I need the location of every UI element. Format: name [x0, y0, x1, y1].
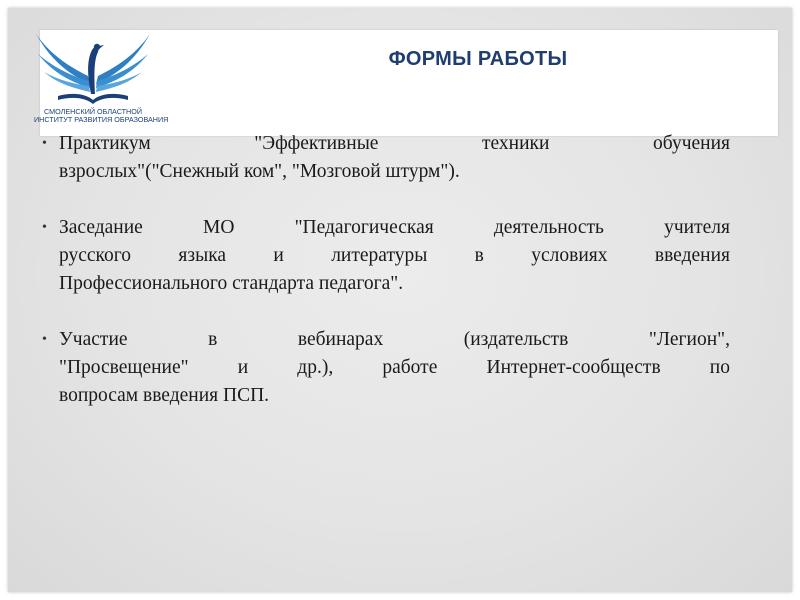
- list-item: [42, 214, 730, 298]
- bullet-list: [42, 130, 730, 438]
- bullet-icon: •: [42, 332, 47, 347]
- logo-text-line2: ИНСТИТУТ РАЗВИТИЯ ОБРАЗОВАНИЯ: [34, 115, 169, 124]
- item-text-line: Практикум "Эффективные техники обучения: [59, 133, 730, 154]
- item-text-line: "Просвещение" и др.), работе Интернет-сообществ по: [59, 357, 730, 378]
- slide-title: ФОРМЫ РАБОТЫ: [388, 48, 568, 70]
- institute-logo: [28, 26, 169, 128]
- logo-text-line1: СМОЛЕНСКИЙ ОБЛАСТНОЙ: [44, 107, 142, 116]
- list-item: [42, 326, 730, 410]
- item-text-line: вопросам введения ПСП.: [59, 385, 270, 406]
- item-text-line: Заседание МО "Педагогическая деятельность учителя: [59, 217, 730, 238]
- phoenix-book-icon: [28, 26, 158, 108]
- list-item: [42, 130, 730, 186]
- bullet-icon: •: [42, 220, 47, 235]
- bullet-icon: •: [42, 136, 47, 151]
- item-text-line: взрослых"("Снежный ком", "Мозговой штурм").: [59, 161, 460, 182]
- item-text-line: русского языка и литературы в условиях введения: [59, 245, 730, 266]
- item-text-line: Участие в вебинарах (издательств "Легион",: [59, 329, 730, 350]
- item-text-line: Профессионального стандарта педагога".: [59, 273, 404, 294]
